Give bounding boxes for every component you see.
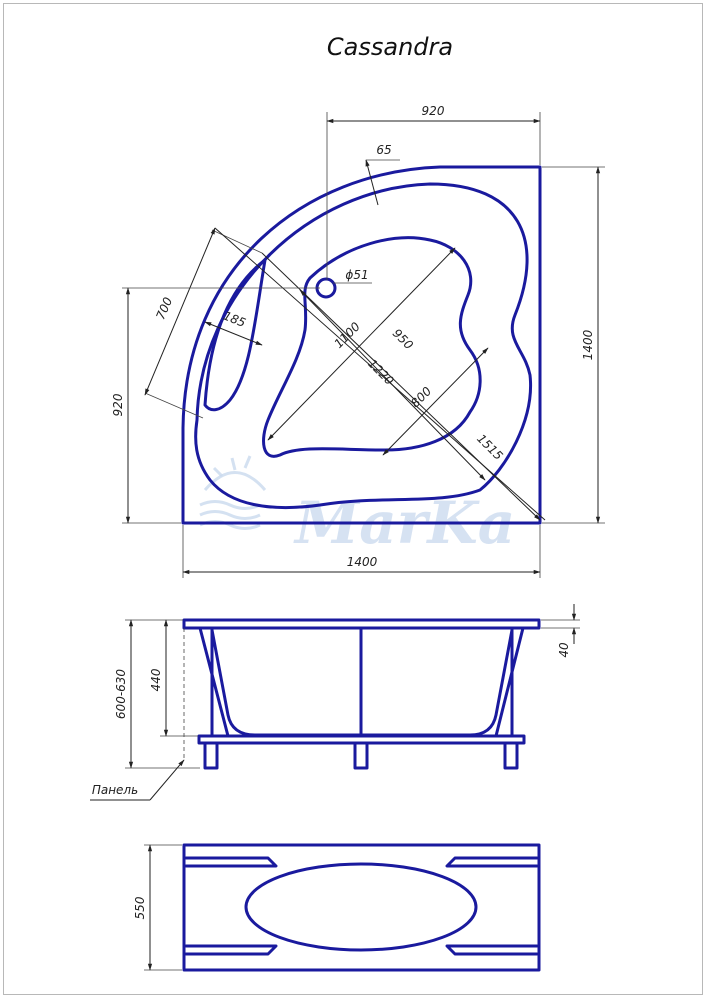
dim-left-height: 920	[111, 393, 125, 417]
dim-rim-width: 65	[376, 143, 392, 157]
dim-bath-height: 440	[149, 668, 163, 692]
dim-bottom-width: 1400	[346, 555, 378, 569]
basin-outline	[264, 238, 481, 457]
dim-diag-1515: 1515	[474, 431, 506, 463]
rim-inner-outline	[196, 184, 531, 508]
front-panel-view	[133, 845, 539, 970]
dim-diag-1100: 1100	[331, 319, 363, 351]
dim-rim-side: 185	[221, 308, 248, 331]
panel-groove	[186, 858, 276, 866]
watermark-text: MarKa	[295, 489, 516, 557]
sun-wave-logo	[200, 456, 265, 529]
dim-left-diagonal: 700	[153, 295, 176, 322]
dim-top-width: 920	[421, 104, 445, 118]
panel-groove	[447, 946, 537, 954]
drawing-title: Cassandra	[326, 33, 454, 61]
dim-diag-950: 950	[389, 326, 416, 353]
dim-diag-1220: 1220	[365, 356, 397, 388]
front-panel-ellipse	[246, 864, 476, 950]
panel-groove	[447, 858, 537, 866]
dim-diag-800: 800	[408, 384, 435, 411]
dim-total-height: 600-630	[114, 668, 128, 720]
dim-right-height: 1400	[581, 329, 595, 361]
foot	[505, 743, 517, 768]
foot	[355, 743, 367, 768]
panel-groove	[186, 946, 276, 954]
dim-drain-diameter: ϕ51	[345, 268, 369, 282]
outer-shell-outline	[183, 167, 540, 523]
side-view	[90, 604, 580, 800]
brand-watermark	[200, 456, 515, 557]
dim-panel-height: 550	[133, 896, 147, 920]
dim-rim-thickness: 40	[557, 642, 571, 658]
panel-label: Панель	[91, 783, 139, 797]
foot	[205, 743, 217, 768]
